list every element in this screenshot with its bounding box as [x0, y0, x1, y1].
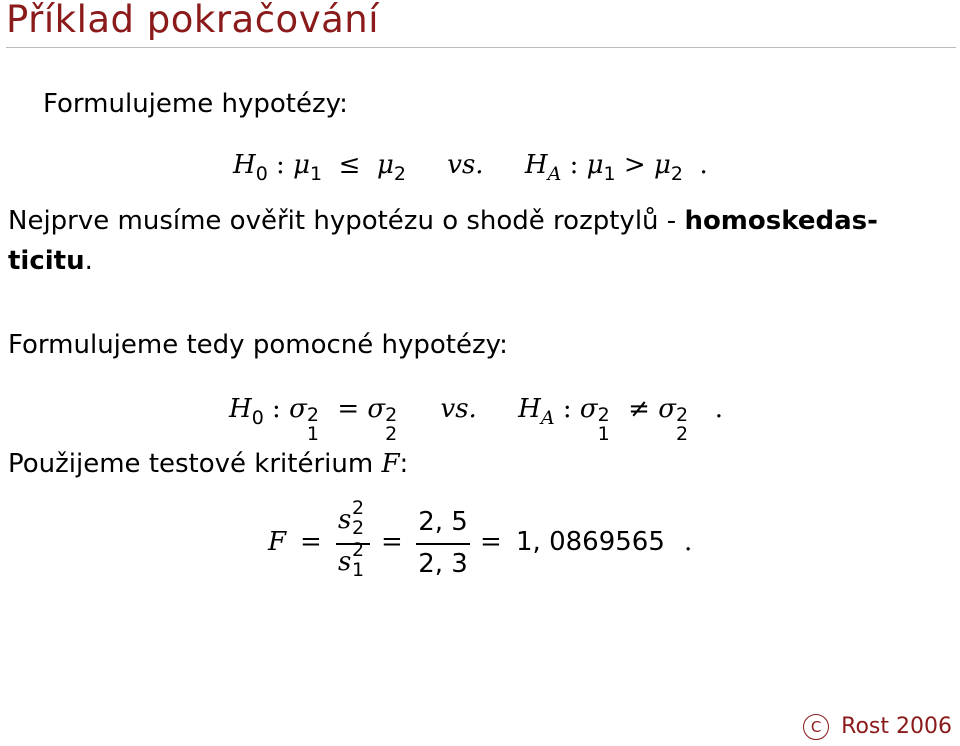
period: .	[699, 150, 708, 180]
sup-two: 2	[352, 539, 365, 561]
colon: :	[276, 150, 285, 180]
numerator-value: 2, 5	[418, 507, 468, 537]
copyright-icon: C	[803, 714, 829, 740]
sub-two: 2	[670, 163, 683, 185]
sup-two: 2	[306, 404, 319, 426]
sup-two: 2	[675, 404, 689, 426]
gt-symbol: >	[623, 150, 646, 180]
sub-two: 2	[385, 423, 398, 445]
s-symbol: s	[338, 547, 352, 577]
colon: :	[272, 394, 281, 424]
footer-text: Rost 2006	[841, 714, 952, 739]
colon: :	[399, 449, 409, 479]
period: .	[714, 394, 723, 424]
text-variance-test: Nejprve musíme ověřit hypotézu o shodě rozptylů -	[8, 206, 685, 236]
hypothesis-mean-formula	[233, 150, 708, 185]
eq-symbol: =	[381, 527, 403, 557]
sigma-symbol: σ	[367, 394, 386, 424]
fraction-bar	[416, 543, 470, 545]
text-homoskedasticity-bold-b: ticitu	[8, 246, 85, 276]
leq-symbol: ≤	[338, 150, 361, 180]
colon: :	[562, 394, 572, 424]
denominator-value: 2, 3	[418, 549, 468, 579]
mu-symbol: μ	[586, 150, 604, 180]
sub-one: 1	[603, 163, 616, 185]
denominator-s1	[338, 539, 365, 581]
text-auxiliary-hypotheses: Formulujeme tedy pomocné hypotézy:	[8, 330, 508, 360]
h-symbol: H	[229, 394, 252, 424]
sigma-symbol: σ	[289, 394, 307, 424]
text-formulate-hypotheses: Formulujeme hypotézy:	[43, 89, 348, 119]
hypothesis-variance-formula	[229, 394, 723, 445]
slide-title: Příklad pokračování	[6, 0, 379, 41]
text-homoskedasticity-bold-a: homoskedas-	[684, 206, 878, 236]
f-statistic-formula	[268, 497, 728, 595]
h-symbol: H	[518, 394, 541, 424]
eq-symbol: =	[480, 527, 502, 557]
text-homoskedasticity-line1	[8, 206, 878, 236]
sub-zero: 0	[251, 407, 264, 429]
sub-one: 1	[352, 559, 365, 581]
f-result-value: 1, 0869565	[516, 527, 665, 557]
h-symbol: H	[524, 150, 548, 180]
sub-zero: 0	[255, 163, 268, 185]
sup-two: 2	[385, 404, 398, 426]
neq-symbol: ≠	[628, 394, 650, 424]
sub-two: 2	[352, 517, 365, 539]
eq-symbol: =	[337, 394, 360, 424]
fraction-values	[416, 505, 470, 589]
sup-two: 2	[597, 404, 610, 426]
vs-text: vs.	[447, 150, 484, 180]
mu-symbol: μ	[653, 150, 671, 180]
mu-symbol: μ	[376, 150, 394, 180]
footer-copyright	[803, 714, 952, 740]
title-rule	[6, 47, 956, 48]
h-symbol: H	[233, 150, 256, 180]
text-homoskedasticity-line2	[8, 246, 93, 276]
mu-symbol: μ	[293, 150, 310, 180]
f-symbol: F	[381, 449, 400, 479]
vs-text: vs.	[440, 394, 477, 424]
sub-one: 1	[306, 423, 319, 445]
text-test-criterion	[8, 449, 408, 479]
sub-two: 2	[675, 423, 689, 445]
eq-symbol: =	[300, 527, 322, 557]
sub-one: 1	[309, 163, 323, 185]
colon: :	[569, 150, 579, 180]
numerator-s2	[338, 497, 365, 539]
f-symbol: F	[268, 527, 287, 557]
sup-two: 2	[352, 497, 365, 519]
period: .	[684, 527, 693, 557]
sub-two: 2	[393, 163, 406, 185]
sub-a: A	[540, 407, 555, 429]
sub-a: A	[547, 163, 562, 185]
fraction-sample-variances	[336, 497, 370, 589]
text-criterion-label: Použijeme testové kritérium	[8, 449, 382, 479]
sub-one: 1	[597, 423, 610, 445]
sigma-symbol: σ	[658, 394, 676, 424]
sigma-symbol: σ	[579, 394, 598, 424]
period: .	[84, 246, 93, 276]
s-symbol: s	[338, 505, 352, 535]
